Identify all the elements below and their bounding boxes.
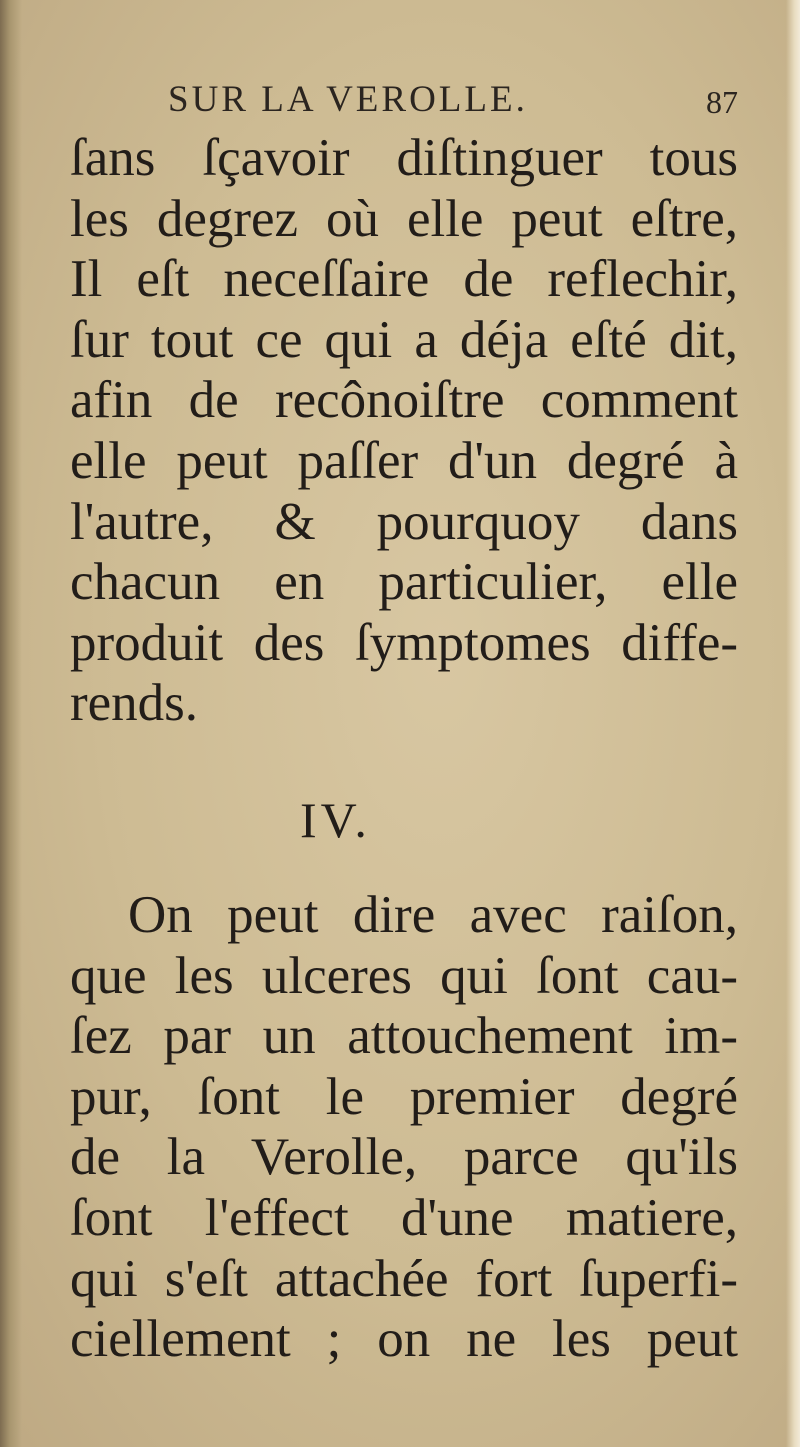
text-line: rends. (70, 674, 199, 733)
running-head: SUR LA VEROLLE. (168, 79, 528, 120)
paragraph-1 (70, 128, 738, 734)
text-line: ſur tout ce qui a déja eſté dit, (70, 310, 738, 369)
section-numeral: IV. (300, 792, 371, 848)
paragraph-2 (70, 885, 738, 1370)
text-line: ciellement ; on ne les peut (70, 1310, 738, 1369)
page-number: 87 (706, 84, 738, 120)
text-line: qui s'eſt attachée fort ſuperfi- (70, 1249, 738, 1308)
page-header (168, 78, 748, 126)
text-line: On peut dire avec raiſon, (128, 886, 738, 944)
text-line: elle peut paſſer d'un degré à (70, 431, 738, 490)
text-line: pur, ſont le premier degré (70, 1067, 738, 1126)
text-line: les degrez où elle peut eſtre, (70, 189, 738, 248)
text-line: ſont l'effect d'une matiere, (70, 1188, 738, 1247)
text-line: afin de recônoiſtre comment (70, 371, 738, 430)
text-line: ſez par un attouchement im- (70, 1007, 738, 1066)
text-line: chacun en particulier, elle (70, 553, 738, 612)
text-line: que les ulceres qui ſont cau- (70, 946, 738, 1005)
text-line: l'autre, & pourquoy dans (70, 492, 738, 551)
text-line: Il eſt neceſſaire de reflechir, (70, 250, 738, 309)
text-line: produit des ſymptomes diffe- (70, 613, 738, 672)
page-gutter-shadow (0, 0, 22, 1447)
text-line: ſans ſçavoir diſtinguer tous (70, 129, 738, 187)
page-edge (786, 0, 800, 1447)
text-line: de la Verolle, parce qu'ils (70, 1128, 738, 1187)
